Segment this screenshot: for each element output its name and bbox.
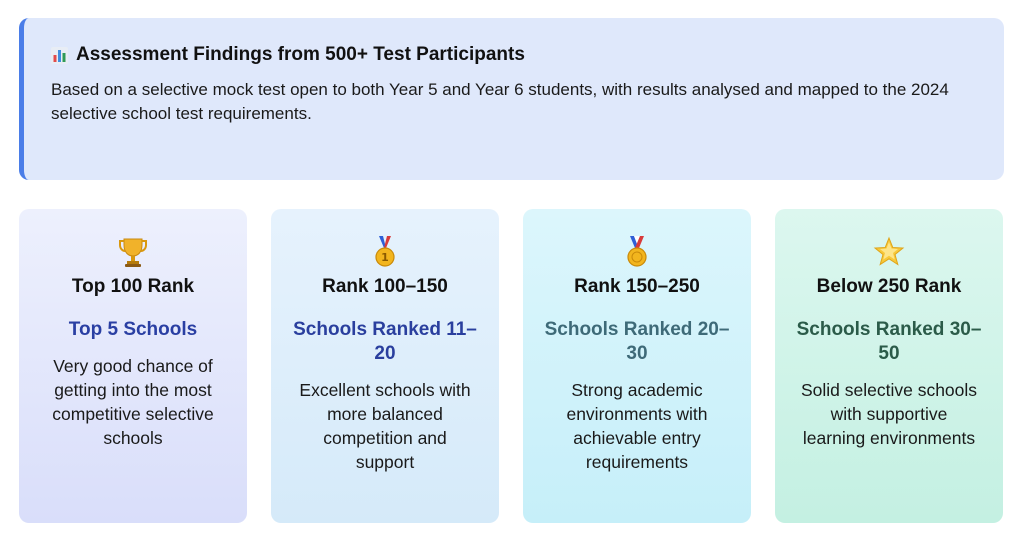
card-schools: Top 5 Schools — [68, 319, 198, 340]
bar-chart-icon — [51, 47, 68, 64]
card-schools: Schools Ranked 30–50 — [796, 319, 982, 364]
card-schools: Schools Ranked 11–20 — [293, 319, 477, 364]
card-schools: Schools Ranked 20–30 — [544, 319, 730, 364]
rank-card-top-100 — [19, 209, 247, 523]
card-description: Very good chance of getting into the most competitive selective schools — [52, 356, 214, 448]
trophy-icon — [19, 235, 247, 269]
info-panel — [19, 18, 1004, 180]
card-rank: Below 250 Rank — [816, 276, 962, 297]
rank-card-150-250 — [523, 209, 751, 523]
rank-cards — [19, 209, 1004, 523]
rank-card-below-250 — [775, 209, 1003, 523]
card-rank: Rank 150–250 — [574, 276, 700, 297]
card-description: Solid selective schools with supportive learning environments — [800, 380, 978, 448]
card-rank: Rank 100–150 — [322, 276, 448, 297]
sports-medal-icon — [523, 235, 751, 269]
info-title-row — [51, 42, 1004, 68]
star-icon — [775, 235, 1003, 269]
gold-medal-icon — [271, 235, 499, 269]
card-description: Strong academic environments with achievable entry requirements — [566, 380, 708, 472]
card-description: Excellent schools with more balanced competition and support — [299, 380, 471, 472]
svg-text:1: 1 — [381, 251, 389, 264]
info-title: Assessment Findings from 500+ Test Participants — [76, 44, 525, 65]
card-rank: Top 100 Rank — [71, 276, 195, 297]
info-text: Based on a selective mock test open to both Year 5 and Year 6 students, with results analysed and mapped to the 2024 selective school test requirements. — [51, 80, 949, 123]
rank-card-100-150 — [271, 209, 499, 523]
